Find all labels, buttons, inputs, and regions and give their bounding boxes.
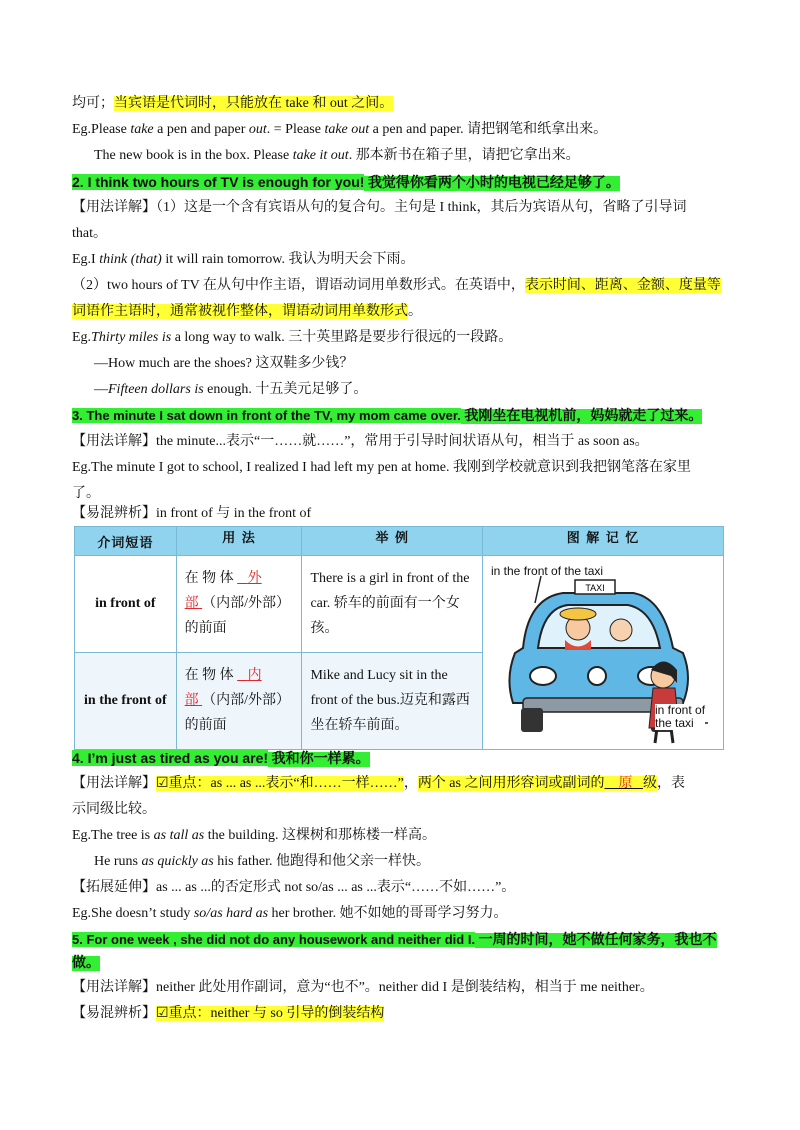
example-line: Eg.The minute I got to school, I realized I had left my pen at home. 我刚到学校就意识到我把钢笔落在家里	[72, 460, 691, 475]
text-line: 【用法详解】（1）这是一个含有宾语从句的复合句。主句是 I think，其后为宾语从句，省略了引导词	[72, 200, 687, 215]
comparison-table	[74, 526, 724, 750]
example-line: He runs as quickly as his father. 他跑得和他父亲一样快。	[94, 854, 430, 869]
table-cell: 在 物 体 内 部 （内部/外部）的前面	[176, 653, 302, 750]
text-line: 【用法详解】the minute...表示“一……就……”，常用于引导时间状语从句，相当于 as soon as。	[72, 434, 649, 449]
text-line: 【拓展延伸】as ... as ...的否定形式 not so/as ... as ...表示“……不如……”。	[72, 880, 516, 895]
text-line: 【易混辨析】in front of 与 in the front of	[72, 506, 312, 521]
text-line: 【易混辨析】☑重点：neither 与 so 引导的倒装结构	[72, 1006, 385, 1021]
table-cell: in front of	[75, 556, 177, 653]
illustration-caption: in front of the taxi	[655, 702, 706, 730]
table-cell: 在 物 体 外 部 （内部/外部）的前面	[176, 556, 302, 653]
illustration-caption: in the front of the taxi	[491, 563, 604, 578]
text-line: 示同级比较。	[72, 802, 156, 817]
section-heading-5: 5. For one week , she did not do any housework and neither did I. 一周的时间，她不做任何家务，我也不	[72, 932, 717, 948]
text-line: 【用法详解】☑重点：as ... as ...表示“和……一样……”，两个 as 之间用形容词或副词的 原 级，表	[72, 776, 685, 791]
text-line: 【用法详解】neither 此处用作副词，意为“也不”。neither did I 是倒装结构，相当于 me neither。	[72, 980, 654, 995]
example-line: Eg.Please take a pen and paper out. = Please take out a pen and paper. 请把钢笔和纸拿出来。	[72, 122, 608, 137]
table-cell: There is a girl in front of the car. 轿车的前面有一个女孩。	[302, 556, 483, 653]
table-row	[75, 556, 724, 653]
svg-text:TAXI: TAXI	[585, 582, 605, 593]
table-cell: in the front of	[75, 653, 177, 750]
table-header: 用 法	[176, 527, 302, 556]
table-header: 图 解 记 忆	[483, 527, 724, 556]
text-line: 词语作主语时，通常被视作整体，谓语动词用单数形式。	[72, 304, 422, 319]
table-header: 举 例	[302, 527, 483, 556]
taxi-illustration	[483, 558, 723, 748]
table-header-row	[75, 527, 724, 556]
table-cell: Mike and Lucy sit in the front of the bus.迈克和露西坐在轿车前面。	[302, 653, 483, 750]
example-line: Eg.I think (that) it will rain tomorrow. 我认为明天会下雨。	[72, 252, 415, 267]
section-heading-4: 4. I’m just as tired as you are! 我和你一样累。	[72, 750, 370, 767]
text-line: 均可；当宾语是代词时，只能放在 take 和 out 之间。	[72, 96, 394, 111]
example-line: The new book is in the box. Please take it out. 那本新书在箱子里，请把它拿出来。	[94, 148, 580, 163]
illustration-cell	[483, 556, 724, 750]
example-line: Eg.Thirty miles is a long way to walk. 三十英里路是要步行很远的一段路。	[72, 330, 513, 345]
text-line: （2）two hours of TV 在从句中作主语，谓语动词用单数形式。在英语中，表示时间、距离、金额、度量等	[72, 278, 721, 293]
example-line: —Fifteen dollars is enough. 十五美元足够了。	[94, 382, 368, 397]
section-heading-5-cont: 做。	[72, 956, 100, 971]
example-line: —How much are the shoes? 这双鞋多少钱？	[94, 356, 354, 371]
table-header: 介词短语	[75, 527, 177, 556]
example-line: Eg.The tree is as tall as the building. 这棵树和那栋楼一样高。	[72, 828, 436, 843]
example-line: Eg.She doesn’t study so/as hard as her brother. 她不如她的哥哥学习努力。	[72, 906, 508, 921]
text-line: that。	[72, 226, 107, 241]
text-line: 了。	[72, 486, 100, 501]
section-heading-2: 2. I think two hours of TV is enough for you! 我觉得你看两个小时的电视已经足够了。	[72, 174, 620, 191]
section-heading-3: 3. The minute I sat down in front of the TV, my mom came over. 我刚坐在电视机前，妈妈就走了过来。	[72, 408, 703, 424]
